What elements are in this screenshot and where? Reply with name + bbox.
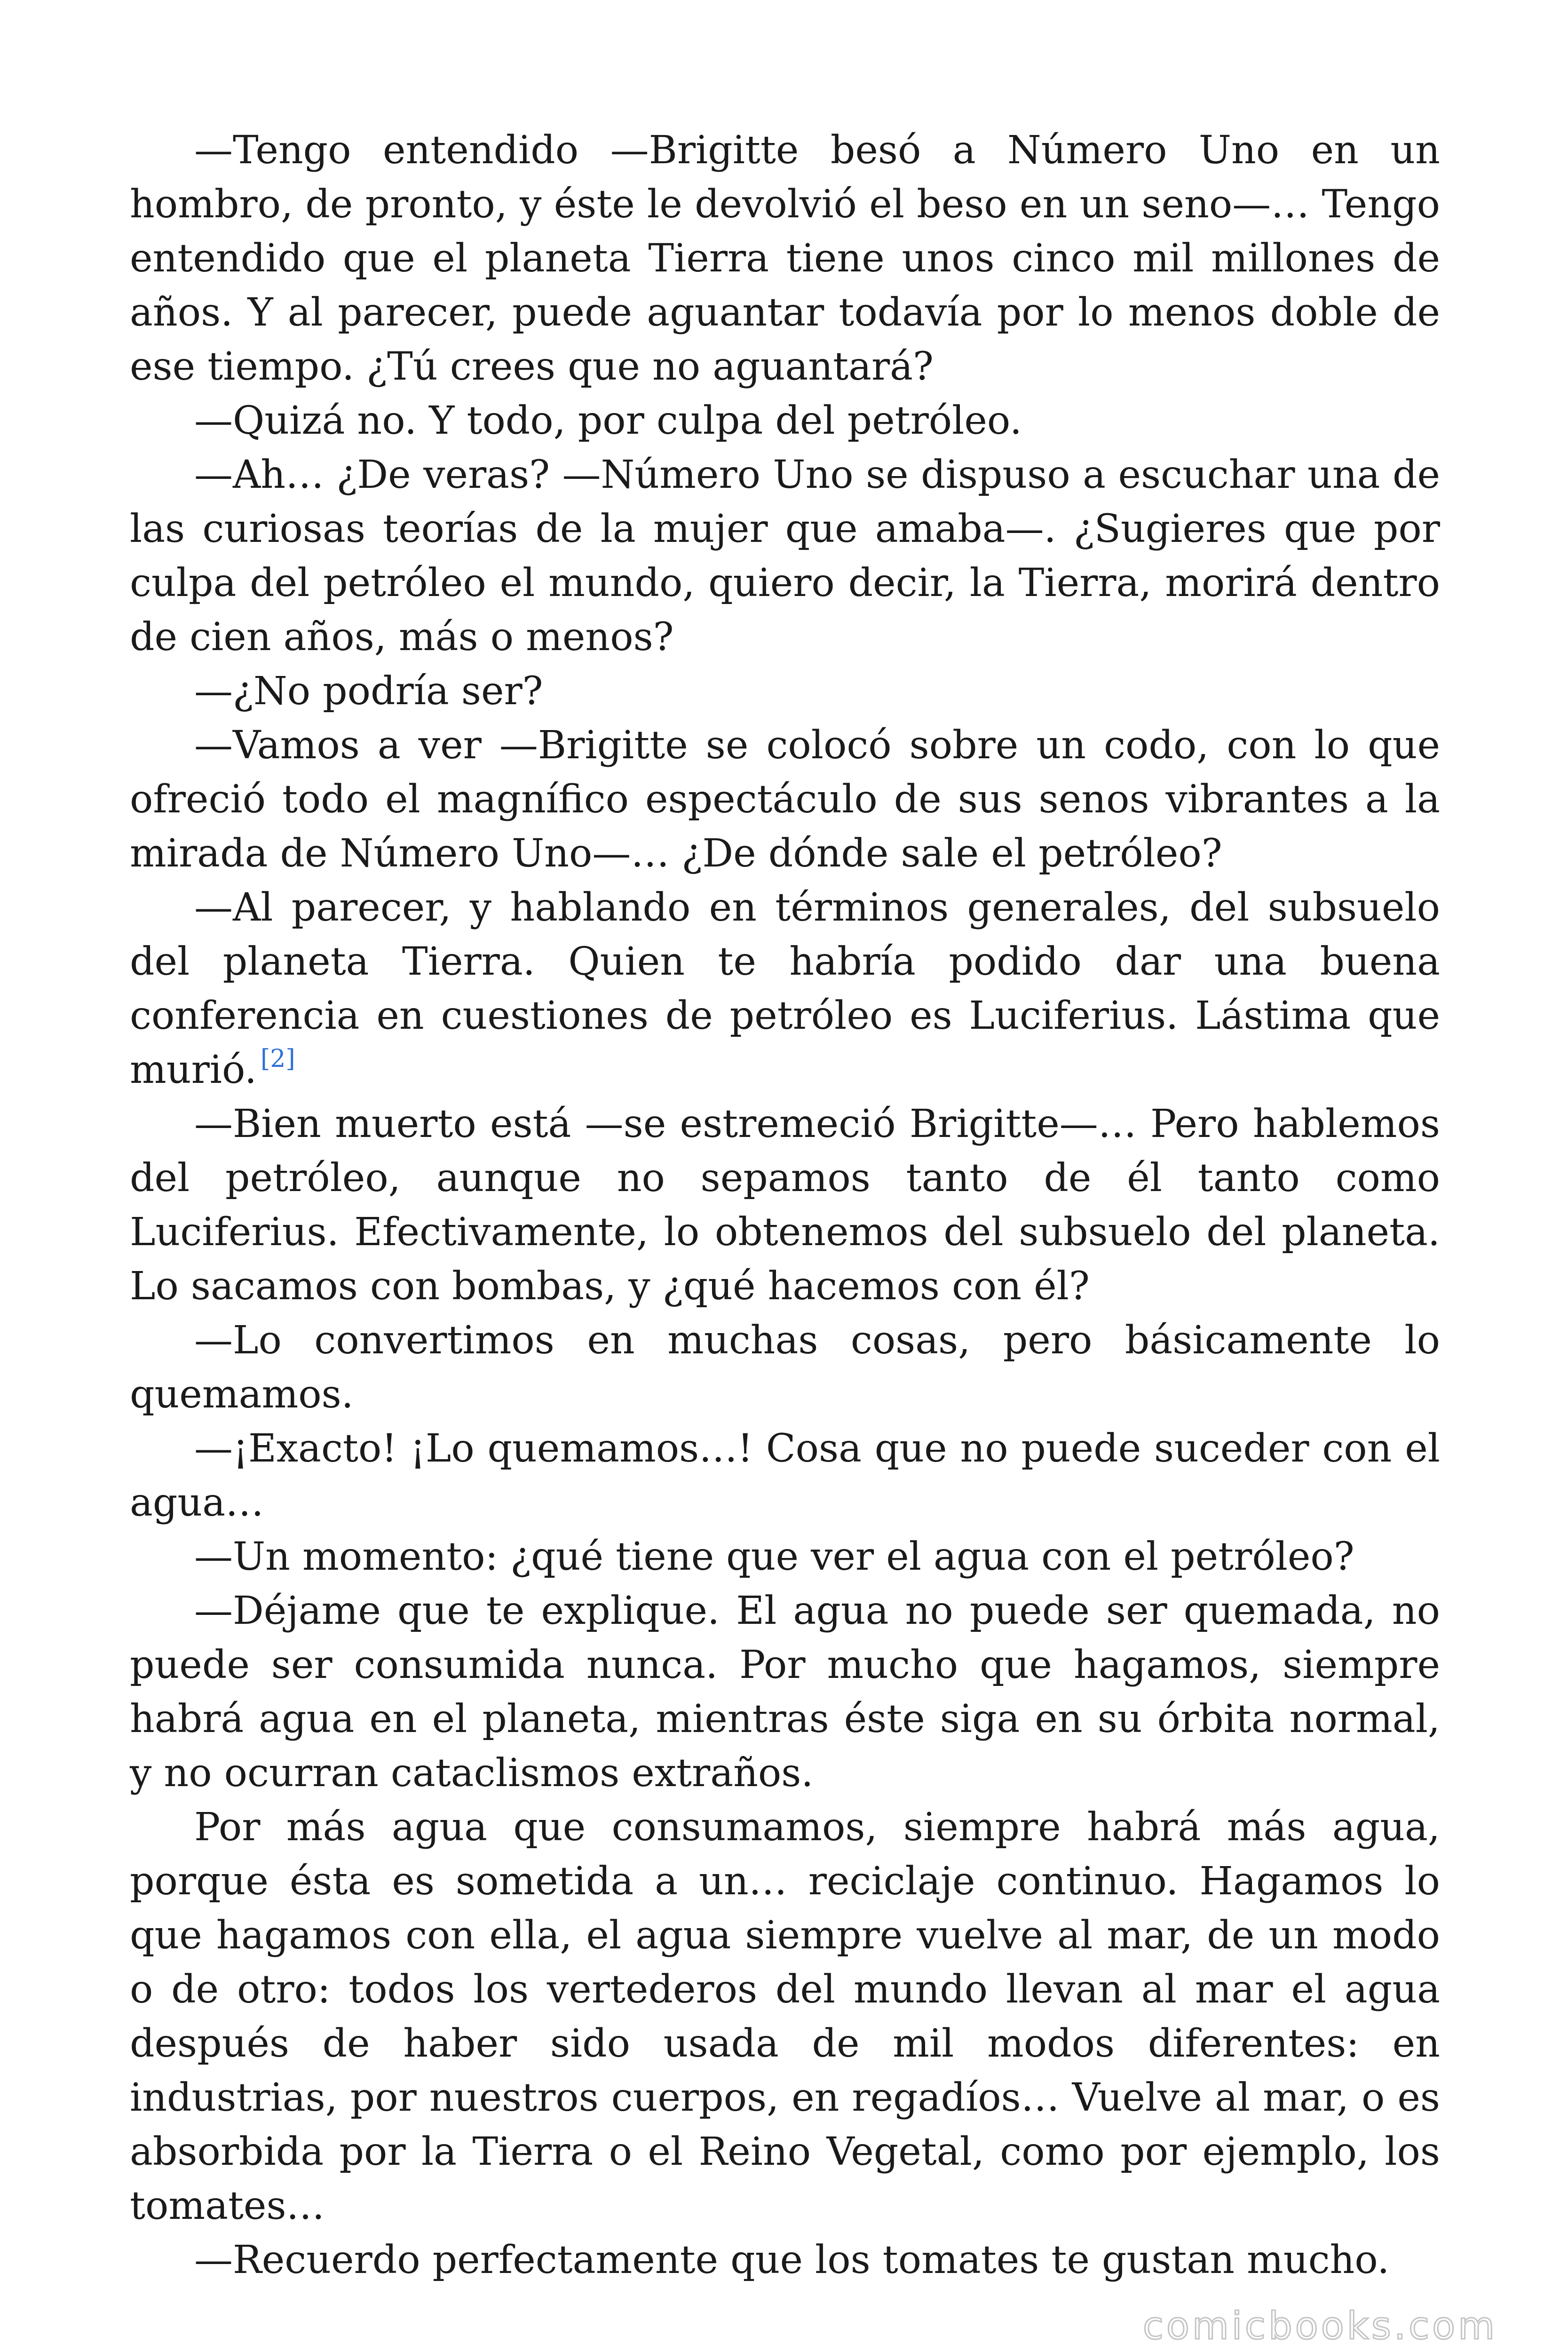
paragraph [130, 394, 1440, 448]
paragraph-text: —Al parecer, y hablando en términos generales, del subsuelo del planeta Tierra. Quien te habría podido dar una buena conferencia en cuestiones de petróleo es Luciferius. Lástima que murió. [130, 885, 1440, 1092]
paragraph-text: —¡Exacto! ¡Lo quemamos…! Cosa que no puede suceder con el agua… [130, 1426, 1440, 1525]
paragraph [130, 2233, 1440, 2287]
body-text [130, 123, 1440, 2287]
paragraph [130, 1530, 1440, 1584]
paragraph [130, 123, 1440, 394]
paragraph-text: —¿No podría ser? [194, 669, 543, 714]
paragraph-text: —Recuerdo perfectamente que los tomates te gustan mucho. [194, 2238, 1390, 2282]
paragraph [130, 718, 1440, 881]
paragraph [130, 1800, 1440, 2233]
paragraph [130, 1313, 1440, 1422]
footnote-link[interactable]: [2] [260, 1045, 295, 1073]
paragraph-text: —Quizá no. Y todo, por culpa del petróleo. [194, 398, 1022, 443]
paragraph-text: —Déjame que te explique. El agua no puede ser quemada, no puede ser consumida nunca. Por mucho que hagamos, siempre habrá agua en el planeta, mientras éste siga en su órbita normal, y no ocurran cataclismos extraños. [130, 1589, 1440, 1796]
paragraph [130, 881, 1440, 1097]
watermark: comicbooks.com [1142, 2304, 1497, 2348]
paragraph [130, 664, 1440, 718]
paragraph-text: Por más agua que consumamos, siempre habrá más agua, porque ésta es sometida a un… reciclaje continuo. Hagamos lo que hagamos con ella, el agua siempre vuelve al mar, de un modo o de otro: todos los vertederos del mundo llevan al mar el agua después de haber sido usada de mil modos diferentes: en industrias, por nuestros cuerpos, en regadíos… Vuelve al mar, o es absorbida por la Tierra o el Reino Vegetal, como por ejemplo, los tomates… [130, 1805, 1440, 2228]
paragraph [130, 448, 1440, 664]
paragraph [130, 1584, 1440, 1800]
paragraph-text: —Ah… ¿De veras? —Número Uno se dispuso a escuchar una de las curiosas teorías de la mujer que amaba—. ¿Sugieres que por culpa del petróleo el mundo, quiero decir, la Tierra, morirá dentro de cien años, más o menos? [130, 453, 1440, 660]
paragraph-text: —Un momento: ¿qué tiene que ver el agua con el petróleo? [194, 1534, 1354, 1579]
paragraph-text: —Bien muerto está —se estremeció Brigitte—… Pero hablemos del petróleo, aunque no sepamos tanto de él tanto como Luciferius. Efectivamente, lo obtenemos del subsuelo del planeta. Lo sacamos con bombas, y ¿qué hacemos con él? [130, 1102, 1440, 1309]
paragraph [130, 1097, 1440, 1313]
paragraph [130, 1422, 1440, 1530]
paragraph-text: —Lo convertimos en muchas cosas, pero básicamente lo quemamos. [130, 1318, 1440, 1417]
paragraph-text: —Vamos a ver —Brigitte se colocó sobre un codo, con lo que ofreció todo el magnífico espectáculo de sus senos vibrantes a la mirada de Número Uno—… ¿De dónde sale el petróleo? [130, 723, 1440, 876]
paragraph-text: —Tengo entendido —Brigitte besó a Número Uno en un hombro, de pronto, y éste le devolvió el beso en un seno—… Tengo entendido que el planeta Tierra tiene unos cinco mil millones de años. Y al parecer, puede aguantar todavía por lo menos doble de ese tiempo. ¿Tú crees que no aguantará? [130, 128, 1440, 389]
